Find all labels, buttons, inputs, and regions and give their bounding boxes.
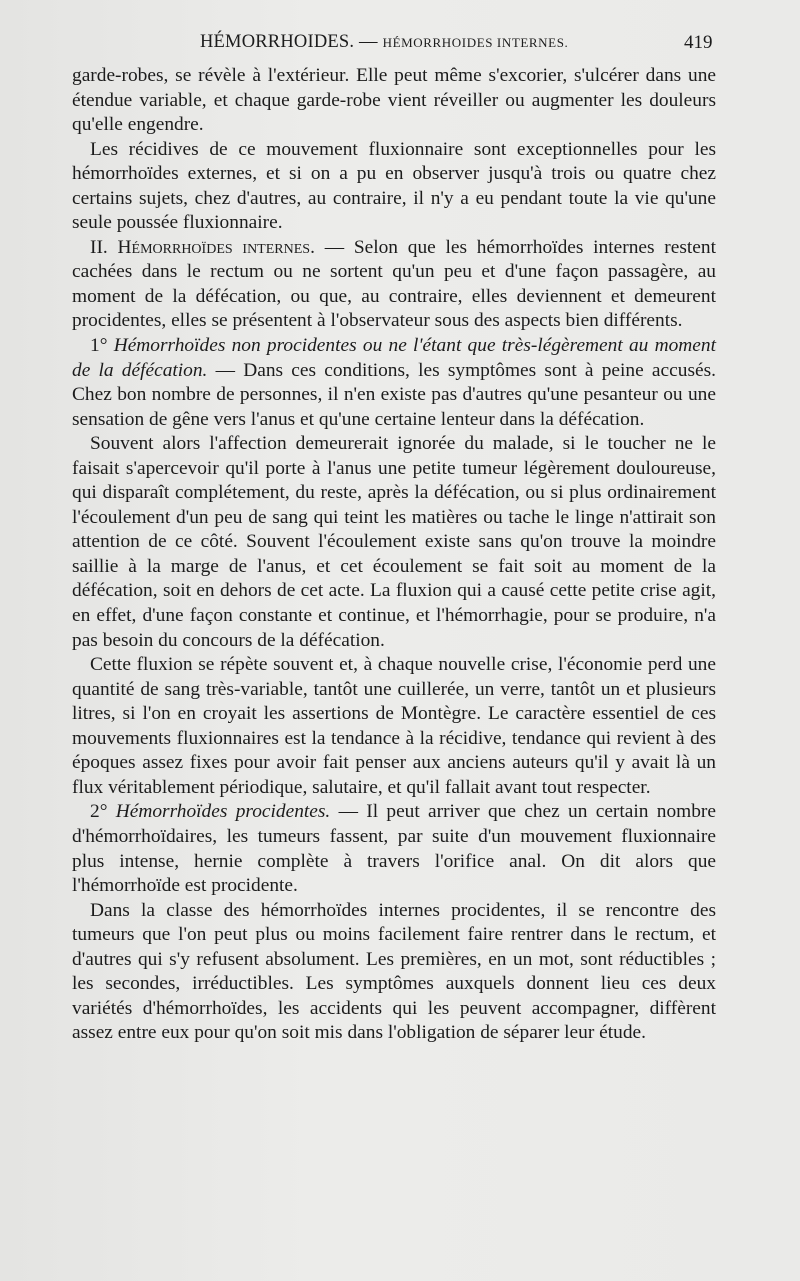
paragraph-8: Dans la classe des hémorrhoïdes internes procidentes, il se rencontre des tumeurs que l'on peut plus ou moins facilement faire rentrer dans le rectum, et d'autres qui s'y refusent absolument. Les premières, en un mot, sont réductibles ; les secondes, irréductibles. Les symptômes auxquels donnent lieu ces deux variétés d'hémorrhoïdes, les accidents qui les peuvent accompagner, diffèrent assez entre eux pour qu'on soit mis dans l'obligation de séparer leur étude. — [72, 899, 716, 1044]
running-title-main: HÉMORRHOIDES. — [200, 32, 355, 52]
section-heading: Hémorrhoïdes internes. — [117, 236, 315, 258]
subsection-number: 2° — [90, 801, 108, 823]
running-header — [200, 32, 720, 53]
page-number: 419 — [684, 32, 713, 53]
body-text — [72, 64, 716, 1046]
section-number: II. — [90, 236, 108, 258]
paragraph-2: Les récidives de ce mouvement fluxionnaire sont exceptionnelles pour les hémorrhoïdes externes, et si on a pu en observer jusqu'à trois ou quatre chez certains sujets, chez d'autres, au contraire, il n'y a eu pendant toute la vie qu'une seule poussée fluxionnaire. — [72, 138, 716, 234]
subsection-heading: Hémorrhoïdes procidentes. — [115, 801, 331, 823]
paragraph-4: 1° Hémorrhoïdes non procidentes ou ne l'étant que très-légèrement au moment de la défécation. — Dans ces conditions, les symptômes sont à peine accusés. Chez bon nombre de personnes, il n'en existe pas d'autres qu'une pesanteur ou une sensation de gêne vers l'anus et qu'une certaine lenteur dans la défécation. — [72, 335, 716, 430]
subsection-heading: Hémorrhoïdes non procidentes ou ne l'étant que très-légèrement au moment de la défécation. — [72, 335, 716, 381]
subsection-number: 1° — [90, 335, 108, 357]
header-separator: — — [359, 32, 378, 52]
paragraph-5: Souvent alors l'affection demeurerait ignorée du malade, si le toucher ne le faisait s'apercevoir qu'il porte à l'anus une petite tumeur légèrement douloureuse, qui disparaît complétement, du reste, après la défécation, ou si plus ordinairement l'écoulement d'un peu de sang qui teint les matières ou tache le linge n'attirait son attention de ce côté. Souvent l'écoulement existe sans qu'on trouve la moindre saillie à la marge de l'anus, et cet écoulement se fait soit au moment de la défécation, soit en dehors de cet acte. La fluxion qui a causé cette petite crise agit, en effet, d'une façon constante et continue, et l'hémorrhagie, pour se produire, n'a pas besoin du concours de la défécation. — [72, 433, 716, 651]
paragraph-6: Cette fluxion se répète souvent et, à chaque nouvelle crise, l'économie perd une quantité de sang très-variable, tantôt une cuillerée, un verre, tantôt un et plusieurs litres, si l'on en croyait les assertions de Montègre. Le caractère essentiel de ces mouvements fluxionnaires est la tendance à la récidive, tendance qui revient à des époques assez fixes pour avoir fait penser aux anciens auteurs qu'il y avait là un flux véritablement périodique, salutaire, et qu'il fallait avant tout respecter. — [72, 654, 716, 798]
running-title-sub: HÉMORRHOIDES INTERNES. — [382, 35, 569, 50]
paragraph-3: II. Hémorrhoïdes internes. — Selon que les hémorrhoïdes internes restent cachées dans le rectum ou ne sortent qu'un peu et d'une façon passagère, au moment de la défécation, ou que, au contraire, elles deviennent et demeurent procidentes, elles se présentent à l'observateur sous des aspects bien différents. — [72, 236, 716, 332]
paragraph-7: 2° Hémorrhoïdes procidentes. — Il peut arriver que chez un certain nombre d'hémorrhoïdaires, les tumeurs fassent, par suite d'un mouvement fluxionnaire plus intense, hernie complète à travers l'orifice anal. On dit alors que l'hémorrhoïde est procidente. — [72, 801, 716, 897]
paragraph-1: garde-robes, se révèle à l'extérieur. Elle peut même s'excorier, s'ulcérer dans une étendue variable, et chaque garde-robe vient réveiller ou augmenter les douleurs qu'elle engendre. — [72, 65, 716, 136]
